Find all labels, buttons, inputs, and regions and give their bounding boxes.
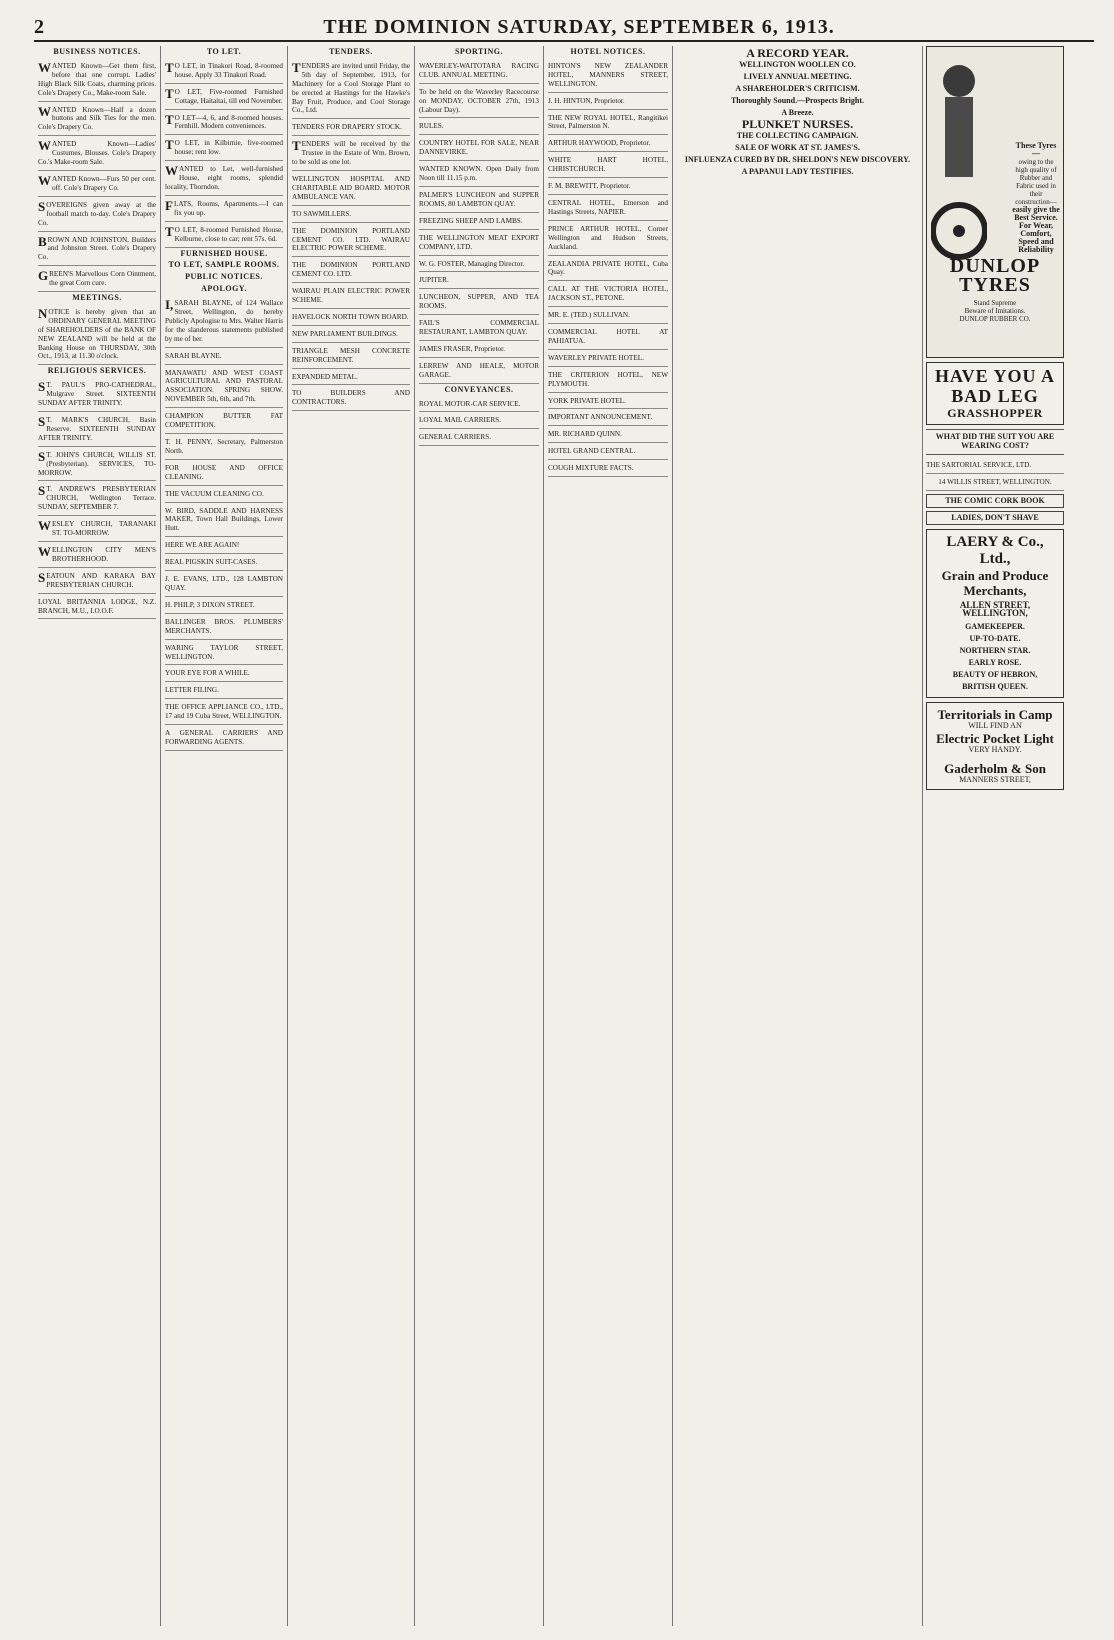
article-meeting: LIVELY ANNUAL MEETING. [743,71,852,81]
section-heading-religious: RELIGIOUS SERVICES. [47,366,147,376]
laery-ad [926,529,1064,699]
laery-varieties [930,621,1060,693]
sporting-item: FAIL'S COMMERCIAL RESTAURANT, LAMBTON QUAY. [419,317,539,341]
tender-notice: HAVELOCK NORTH TOWN BOARD. [292,311,410,326]
tender-notice: TO BUILDERS AND CONTRACTORS. [292,387,410,411]
business-ad: SOVEREIGNS given away at the football match to-day. Cole's Drapery Co. [38,199,156,232]
business-ad: GREEN'S Marvellous Corn Ointment, the great Corn cure. [38,268,156,292]
tender-notice: WAIRAU PLAIN ELECTRIC POWER SCHEME. [292,285,410,309]
sale-of-work-heading: SALE OF WORK AT ST. JAMES'S. [735,143,860,153]
to-let-ad: TO LET, 8-roomed Furnished House, Kelburne, close to car; rent 57s. 6d. [165,224,283,248]
pocket-light: Electric Pocket Light [936,731,1054,747]
tyre-copy-line: These Tyres— [1015,141,1057,158]
hotel-notice: HOTEL GRAND CENTRAL. [548,445,668,460]
hotel-notice: CENTRAL HOTEL, Emerson and Hastings Streets, NAPIER. [548,197,668,221]
sporting-item: LUNCHEON, SUPPER, AND TEA ROOMS. [419,291,539,315]
business-ad: WANTED Known—Get them first, before that one corrupt. Ladies' High Black Silk Coats, charming prices. Cole's Drapery Co., Make-room Sale. [38,60,156,102]
newspaper-title: THE DOMINION SATURDAY, SEPTEMBER 6, 1913. [323,15,835,38]
hotel-notice: YORK PRIVATE HOTEL. [548,395,668,410]
sporting-item: COUNTRY HOTEL FOR SALE, NEAR DANNEVIRKE. [419,137,539,161]
tender-notice: TENDERS FOR DRAPERY STOCK. [292,121,410,136]
hotel-notice: THE CRITERION HOTEL, NEW PLYMOUTH. [548,369,668,393]
column-sporting [415,46,544,1626]
suit-question: WHAT DID THE SUIT YOU ARE WEARING COST? [926,429,1064,455]
section-heading-meetings: MEETINGS. [72,293,122,303]
sporting-item: RULES. [419,120,539,135]
evans-ad: J. E. EVANS, LTD., 128 LAMBTON QUAY. [165,573,283,597]
plunket-title: PLUNKET NURSES. [741,117,854,132]
bird-saddler: W. BIRD, SADDLE AND HARNESS MAKER, Town Hall Buildings, Lower Hutt. [165,505,283,538]
sporting-item: JAMES FRASER, Proprietor. [419,343,539,358]
sporting-item: WANTED KNOWN. Open Daily from Noon till 11.15 p.m. [419,163,539,187]
tender-notice: TENDERS are invited until Friday, the 5th day of September, 1913, for Machinery for a Cool Storage Plant to be erected at Hastings for the Hawke's Bay Fruit, Produce, and Cool Storage Co., Ltd. [292,60,410,119]
masthead [34,14,1094,42]
sporting-item: W. G. FOSTER, Managing Director. [419,258,539,273]
general-carriers-ad: A GENERAL CARRIERS AND FORWARDING AGENTS. [165,727,283,751]
religious-notice: ST. MARK'S CHURCH, Basin Reserve. SIXTEENTH SUNDAY AFTER TRINITY. [38,414,156,447]
hotel-notice: HINTON'S NEW ZEALANDER HOTEL, MANNERS STREET, WELLINGTON. [548,60,668,93]
religious-notice: ST. ANDREW'S PRESBYTERIAN CHURCH, Wellington Terrace. SUNDAY, SEPTEMBER 7. [38,483,156,516]
section-heading-conveyances: CONVEYANCES. [444,384,514,394]
section-heading-business: BUSINESS NOTICES. [53,47,141,56]
apology-signature: SARAH BLAYNE. [165,350,283,365]
sporting-item: JUPITER. [419,274,539,289]
hotel-notice: ZEALANDIA PRIVATE HOTEL, Cuba Quay. [548,258,668,282]
dunlop-footer-line: Stand Supreme [973,299,1017,307]
section-heading-public-notices: PUBLIC NOTICES. [185,272,263,282]
territorials-headline: Territorials in Camp [937,707,1053,723]
tender-notice: TENDERS will be received by the Trustee in the Estate of Wm. Brown, to be sold as one lot. [292,138,410,171]
tender-notice: THE DOMINION PORTLAND CEMENT CO. LTD. WAIRAU ELECTRIC POWER SCHEME. [292,225,410,258]
pigskin-cases: REAL PIGSKIN SUIT-CASES. [165,556,283,571]
variety-item: GAMEKEEPER. [965,622,1025,632]
papanui-heading: A PAPANUI LADY TESTIFIES. [741,167,854,177]
variety-item: UP-TO-DATE. [969,634,1021,644]
hotel-notice: MR. RICHARD QUINN. [548,428,668,443]
philp-ad: H. PHILP, 3 DIXON STREET. [165,599,283,614]
variety-item: NORTHERN STAR. [959,646,1031,656]
laery-trade: Grain and Produce Merchants, [941,567,1049,598]
influenza-heading: INFLUENZA CURED BY DR. SHELDON'S NEW DISCOVERY. [684,155,911,165]
heading-apology: APOLOGY. [201,284,247,294]
vacuum-cleaning: THE VACUUM CLEANING CO. [165,488,283,503]
ballinger-ad: BALLINGER BROS. PLUMBERS' MERCHANTS. [165,616,283,640]
hotel-notice: ARTHUR HAYWOOD, Proprietor. [548,137,668,152]
column-tenders [288,46,415,1626]
article-criticism: A SHAREHOLDER'S CRITICISM. [735,83,860,93]
article-subhead: Thoroughly Sound.—Prospects Bright. [730,95,865,105]
to-let-ad: FLATS, Rooms, Apartments.—I can fix you up. [165,198,283,222]
ladies-ad [926,511,1064,525]
sporting-item: GENERAL CARRIERS. [419,431,539,446]
column-to-let [161,46,288,1626]
dunlop-footer-line: Beware of Imitations. [964,307,1026,315]
sporting-item: LOYAL MAIL CARRIERS. [419,414,539,429]
waring-ad: WARING TAYLOR STREET, WELLINGTON. [165,642,283,666]
variety-item: BRITISH QUEEN. [962,682,1028,692]
tyre-copy-line: For Wear, Comfort, Speed and Reliability [1018,221,1054,254]
laery-name: LAERY & Co., Ltd., [946,533,1044,567]
eye-ad: YOUR EYE FOR A WHILE. [165,667,283,682]
hotel-notice: MR. E. (TED.) SULLIVAN. [548,309,668,324]
hotel-notice: CALL AT THE VICTORIA HOTEL, JACKSON ST., PETONE. [548,283,668,307]
section-heading-hotels: HOTEL NOTICES. [570,47,646,56]
hotel-notice: F. M. BREWITT, Proprietor. [548,180,668,195]
apology-text: I,SARAH BLAYNE, of 124 Wallace Street, Wellington, do hereby Publicly Apologise to Mrs. Walter Harris for the slanderous statements published by me of her. [165,297,283,348]
tender-notice: THE DOMINION PORTLAND CEMENT CO. LTD. [292,259,410,283]
plunket-subhead: THE COLLECTING CAMPAIGN. [736,131,859,141]
tender-notice: TRIANGLE MESH CONCRETE REINFORCEMENT. [292,345,410,369]
cleaning-heading: FOR HOUSE AND OFFICE CLEANING. [165,462,283,486]
hotel-notice: WAVERLEY PRIVATE HOTEL. [548,352,668,367]
article-subhead: A Breeze. [781,107,814,117]
sartorial-service: THE SARTORIAL SERVICE, LTD. [926,459,1064,474]
bad-leg-headline: HAVE YOU A BAD LEG [934,366,1056,406]
tyre-copy-line: easily give the Best Service. [1012,205,1060,222]
article-company: WELLINGTON WOOLLEN CO. [739,59,856,69]
to-let-ad: WANTED to Let, well-furnished House, eight rooms, splendid locality, Thorndon. [165,163,283,196]
show-secretary: T. H. PENNY, Secretary, Palmerston North. [165,436,283,460]
very-handy: VERY HANDY. [968,745,1022,755]
comic-cork-book-title: THE COMIC CORK BOOK [945,495,1045,505]
bad-leg-ad [926,362,1064,425]
business-ad: BROWN AND JOHNSTON, Builders and Johnston Street. Cole's Drapery Co. [38,234,156,267]
dunlop-ad [926,46,1064,358]
hotel-notice: COMMERCIAL HOTEL AT PAHIATUA. [548,326,668,350]
to-let-ad: TO LET, in Tinakori Road, 8-roomed house. Apply 33 Tinakori Road. [165,60,283,84]
tender-notice: WELLINGTON HOSPITAL AND CHARITABLE AID BOARD. MOTOR AMBULANCE VAN. [292,173,410,206]
section-heading-tenders: TENDERS. [329,47,373,56]
religious-notice: ST. JOHN'S CHURCH, WILLIS ST. (Presbyterian). SERVICES, TO-MORROW. [38,449,156,482]
champion-butter: CHAMPION BUTTER FAT COMPETITION. [165,410,283,434]
hotel-notice: J. H. HINTON, Proprietor. [548,95,668,110]
religious-notice: WELLINGTON CITY MEN'S BROTHERHOOD. [38,544,156,568]
religious-notice: ST. PAUL'S PRO-CATHEDRAL, Mulgrave Street. SIXTEENTH SUNDAY AFTER TRINITY. [38,379,156,412]
gaderholm-name: Gaderholm & Son [944,761,1046,777]
sporting-item: FREEZING SHEEP AND LAMBS. [419,215,539,230]
religious-notice: SEATOUN AND KARAKA BAY PRESBYTERIAN CHURCH. [38,570,156,594]
to-let-ad: TO LET—4, 6, and 8-roomed houses. Fernhill. Modern conveniences. [165,112,283,136]
business-ad: WANTED Known—Furs 50 per cent. off. Cole's Drapery Co. [38,173,156,197]
tender-notice: EXPANDED METAL. [292,371,410,386]
sporting-item: WAVERLEY-WAITOTARA RACING CLUB. ANNUAL MEETING. [419,60,539,84]
to-let-ad: TO LET, Five-roomed Furnished Cottage, Haitaitai, till end November. [165,86,283,110]
sporting-item: PALMER'S LUNCHEON and SUPPER ROOMS, 80 LAMBTON QUAY. [419,189,539,213]
tyre-copy [1012,142,1060,254]
territorials-ad [926,702,1064,790]
sporting-item: THE WELLINGTON MEAT EXPORT COMPANY, LTD. [419,232,539,256]
ladies-title: LADIES, DON'T SHAVE [951,512,1039,522]
section-heading-to-let: TO LET. [206,47,242,56]
column-hotels [544,46,673,1626]
tender-notice: NEW PARLIAMENT BUILDINGS. [292,328,410,343]
column-display-ads [923,46,1067,1626]
grasshopper-brand: GRASSHOPPER [947,406,1043,420]
hotel-notice: PRINCE ARTHUR HOTEL, Corner Wellington and Hudson Streets, Auckland. [548,223,668,256]
dunlop-footer [931,299,1059,323]
laery-address: ALLEN STREET, WELLINGTON, [959,599,1031,619]
sporting-item: ROYAL MOTOR-CAR SERVICE. [419,398,539,413]
letter-filing-heading: LETTER FILING. [165,684,283,699]
to-let-ad: TO LET, in Kilbirnie, five-roomed house; rent low. [165,137,283,161]
page-number: 2 [34,15,44,38]
here-we-are: HERE WE ARE AGAIN! [165,539,283,554]
office-appliance-ad: THE OFFICE APPLIANCE CO., LTD., 17 and 19 Cuba Street, WELLINGTON. [165,701,283,725]
dunlop-footer-line: DUNLOP RUBBER CO. [959,315,1031,323]
heading-furnished-house: FURNISHED HOUSE. [180,248,268,258]
tyre-copy-line: owing to the high quality of Rubber and Fabric used in their construction— [1015,158,1057,206]
tender-notice: TO SAWMILLERS. [292,208,410,223]
variety-item: EARLY ROSE. [968,658,1022,668]
hotel-notice: COUGH MIXTURE FACTS. [548,462,668,477]
heading-sample-rooms: TO LET, SAMPLE ROOMS. [168,260,280,270]
sartorial-address: 14 WILLIS STREET, WELLINGTON. [926,476,1064,491]
columns [34,46,1094,1626]
gaderholm-address: MANNERS STREET, [959,775,1031,785]
comic-cork-book-ad [926,494,1064,508]
hotel-notice: IMPORTANT ANNOUNCEMENT. [548,411,668,426]
article-title: A RECORD YEAR. [746,46,849,60]
sporting-item: To be held on the Waverley Racecourse on MONDAY, OCTOBER 27th, 1913 (Labour Day). [419,86,539,119]
column-business [34,46,161,1626]
column-article [673,46,923,1626]
hotel-notice: WHITE HART HOTEL, CHRISTCHURCH. [548,154,668,178]
business-ad: WANTED Known—Ladies' Costumes, Blouses. Cole's Drapery Co.'s Make-room Sale. [38,138,156,171]
business-ad: WANTED Known—Half a dozen buttons and Silk Ties for the men. Cole's Drapery Co. [38,104,156,137]
meeting-notice: NOTICE is hereby given that an ORDINARY GENERAL MEETING of SHAREHOLDERS of the BANK OF NEW ZEALAND will be held at the Banking House on THURSDAY, 30th Oct., 1913, at 11.30 o'clock. [38,306,156,365]
hotel-notice: THE NEW ROYAL HOTEL, Rangitikei Street, Palmerston N. [548,112,668,136]
dunlop-logo: DUNLOP TYRES [949,255,1041,296]
sporting-item: LERREW AND HEALE, MOTOR GARAGE. [419,360,539,384]
religious-notice: WESLEY CHURCH, TARANAKI ST. TO-MORROW. [38,518,156,542]
spring-show: MANAWATU AND WEST COAST AGRICULTURAL AND PASTORAL ASSOCIATION. SPRING SHOW. NOVEMBER 5th, 6th, and 7th. [165,367,283,409]
territorials-sub: WILL FIND AN [968,721,1022,731]
variety-item: BEAUTY OF HEBRON, [952,670,1038,680]
section-heading-sporting: SPORTING. [454,47,503,56]
lodge-notice: LOYAL BRITANNIA LODGE, N.Z. BRANCH, M.U., I.O.O.F. [38,596,156,620]
